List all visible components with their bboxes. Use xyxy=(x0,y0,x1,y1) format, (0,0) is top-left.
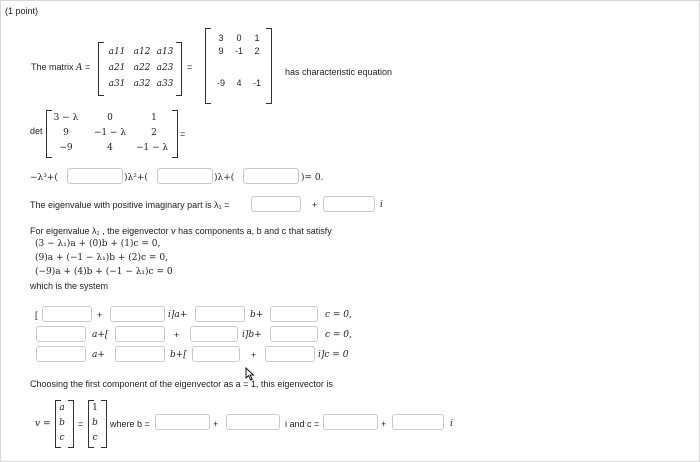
row2-b-real-input[interactable] xyxy=(115,326,165,342)
det-equals: = xyxy=(180,129,186,139)
points-label: (1 point) xyxy=(5,6,39,16)
matrix-equals: = xyxy=(187,62,193,72)
matrix-value: -1 xyxy=(252,78,261,88)
det-entry: −9 xyxy=(59,143,73,153)
matrix-entry: a11 xyxy=(108,47,126,57)
matrix-value: 0 xyxy=(236,33,242,43)
matrix-entry: a33 xyxy=(156,79,174,89)
row3-a-input[interactable] xyxy=(36,346,86,362)
matrix-value: 2 xyxy=(254,46,260,56)
vec2-entry: b xyxy=(92,418,98,428)
vec2-entry: c xyxy=(92,433,98,443)
row3-c-real-input[interactable] xyxy=(192,346,240,362)
b-plus: + xyxy=(213,419,219,429)
values-right-bracket xyxy=(266,28,272,104)
det-entry: 0 xyxy=(107,113,113,123)
eigenvalue-plus: + xyxy=(312,200,318,210)
eigen-equation-1: (3 − λ₁)a + (0)b + (1)c = 0, xyxy=(35,239,161,249)
where-b-label: where b = xyxy=(110,419,150,429)
det-entry: 9 xyxy=(63,128,69,138)
eigen-equation-2: (9)a + (−1 − λ₁)b + (2)c = 0, xyxy=(35,253,168,263)
row3-c-imag-input[interactable] xyxy=(265,346,315,362)
det-entry: 4 xyxy=(107,143,113,153)
matrix-value: -9 xyxy=(216,78,225,88)
row2-b-imag-input[interactable] xyxy=(190,326,238,342)
row1-b-input[interactable] xyxy=(195,306,245,322)
system-label: which is the system xyxy=(30,281,109,291)
det-entry: −1 − λ xyxy=(93,128,127,138)
i-and-c-label: i and c = xyxy=(285,419,320,429)
matrix-value: -1 xyxy=(234,46,243,56)
char-poly-term-1: −λ³+( xyxy=(30,173,58,183)
choosing-text: Choosing the first component of the eigenvector as a = 1, this eigenvector is xyxy=(30,379,333,389)
row3-a-label: a+ xyxy=(92,350,105,360)
row2-c-label: c = 0, xyxy=(325,330,352,340)
det-entry: 2 xyxy=(151,128,157,138)
matrix-entry: a23 xyxy=(156,63,174,73)
row2-a-input[interactable] xyxy=(36,326,86,342)
row1-b-label: b+ xyxy=(250,310,264,320)
row1-a-imag-input[interactable] xyxy=(110,306,165,322)
row2-plus: + xyxy=(174,330,180,340)
row2-c-input[interactable] xyxy=(270,326,318,342)
eigenvalue-i: i xyxy=(380,200,383,210)
char-poly-term-3: )λ+( xyxy=(214,173,235,183)
matrix-lead-text: The matrix A = xyxy=(31,62,91,73)
final-equals: = xyxy=(78,419,84,429)
matrix-entry: a21 xyxy=(108,63,126,73)
eigenvector-intro: For eigenvalue λ₁ , the eigenvector v has components a, b and c that satisfy xyxy=(30,226,332,236)
det-right-bracket xyxy=(172,110,178,158)
vec2-entry: 1 xyxy=(92,403,98,413)
c-real-input[interactable] xyxy=(323,414,378,430)
row3-plus: + xyxy=(251,350,257,360)
c-imag-i: i xyxy=(450,419,453,429)
matrix-value: 9 xyxy=(218,46,224,56)
char-poly-term-2: )λ²+( xyxy=(124,173,148,183)
row3-b-label: b+[ xyxy=(170,350,187,360)
values-left-bracket xyxy=(205,28,211,104)
matrix-value: 4 xyxy=(236,78,242,88)
matrix-entry: a22 xyxy=(133,63,151,73)
row1-c-label: c = 0, xyxy=(325,310,352,320)
matrix-entry: a32 xyxy=(133,79,151,89)
row1-plus: + xyxy=(97,310,103,320)
c-plus: + xyxy=(381,419,387,429)
matrix-value: 1 xyxy=(254,33,260,43)
vec1-entry: a xyxy=(59,403,65,413)
det-entry: −1 − λ xyxy=(135,143,169,153)
char-poly-term-4: )= 0. xyxy=(301,173,324,183)
b-imag-input[interactable] xyxy=(226,414,280,430)
det-label: det xyxy=(30,126,43,136)
row1-a-label: i]a+ xyxy=(168,310,188,320)
eigenvalue-prompt: The eigenvalue with positive imaginary part is λ₁ = xyxy=(30,200,230,210)
char-poly-coef-lambda2-input[interactable] xyxy=(67,168,123,184)
det-entry: 1 xyxy=(151,113,157,123)
matrix-value: 3 xyxy=(218,33,224,43)
matrix-entry: a13 xyxy=(156,47,174,57)
mouse-cursor-icon xyxy=(245,367,255,381)
char-poly-constant-input[interactable] xyxy=(243,168,299,184)
vec1-entry: b xyxy=(59,418,65,428)
matrix-entry: a12 xyxy=(133,47,151,57)
b-real-input[interactable] xyxy=(155,414,210,430)
eigenvalue-real-input[interactable] xyxy=(251,196,301,212)
row1-c-input[interactable] xyxy=(270,306,318,322)
det-entry: 3 − λ xyxy=(53,113,79,123)
c-imag-input[interactable] xyxy=(392,414,444,430)
system-open-bracket: [ xyxy=(35,310,38,320)
row1-a-real-input[interactable] xyxy=(42,306,92,322)
row2-a-label: a+[ xyxy=(92,330,109,340)
eigenvalue-imag-input[interactable] xyxy=(323,196,375,212)
vec1-entry: c xyxy=(59,433,65,443)
row3-c-label: i]c = 0 xyxy=(318,350,349,360)
matrix-entry: a31 xyxy=(108,79,126,89)
eigen-equation-3: (−9)a + (4)b + (−1 − λ₁)c = 0 xyxy=(35,267,173,277)
char-poly-coef-lambda-input[interactable] xyxy=(157,168,213,184)
char-equation-label: has characteristic equation xyxy=(285,67,393,77)
row2-b-label: i]b+ xyxy=(242,330,262,340)
final-v-label: v = xyxy=(35,419,51,429)
row3-b-input[interactable] xyxy=(115,346,165,362)
